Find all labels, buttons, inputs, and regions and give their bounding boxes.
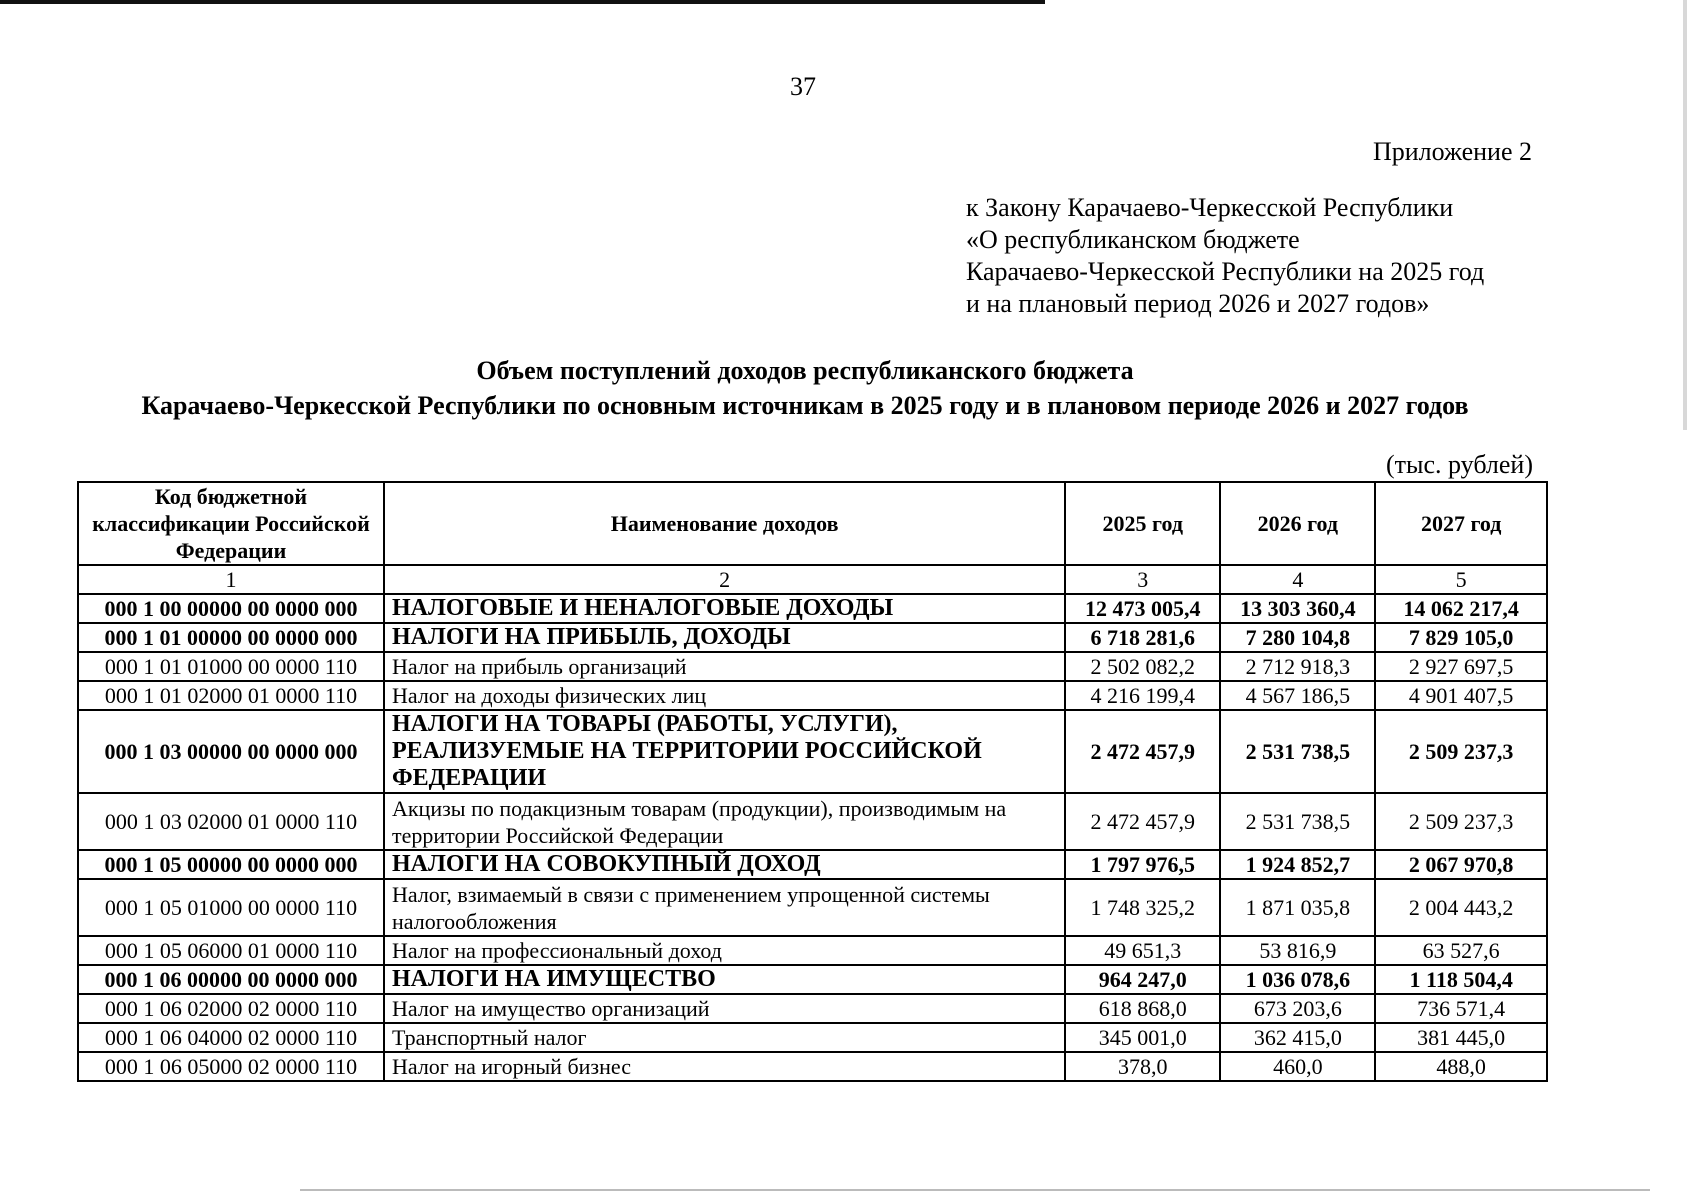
- revenue-name-cell: НАЛОГИ НА ТОВАРЫ (РАБОТЫ, УСЛУГИ), РЕАЛИЗУЕМЫЕ НА ТЕРРИТОРИИ РОССИЙСКОЙ ФЕДЕРАЦИИ: [384, 710, 1065, 793]
- amount-2027-cell: 63 527,6: [1375, 936, 1547, 965]
- table-row: [78, 681, 1547, 710]
- revenue-name-cell: Налог на прибыль организаций: [384, 652, 1065, 681]
- amount-2025-cell: 12 473 005,4: [1065, 594, 1220, 623]
- amount-2026-cell: 2 531 738,5: [1220, 793, 1375, 850]
- amount-2026-cell: 13 303 360,4: [1220, 594, 1375, 623]
- scan-edge-right: [1683, 0, 1687, 430]
- amount-2025-cell: 2 502 082,2: [1065, 652, 1220, 681]
- scan-border-bottom: [300, 1189, 1650, 1191]
- amount-2027-cell: 2 067 970,8: [1375, 850, 1547, 879]
- revenue-name-cell: Транспортный налог: [384, 1023, 1065, 1052]
- table-row: [78, 1023, 1547, 1052]
- amount-2027-cell: 488,0: [1375, 1052, 1547, 1081]
- table-row: [78, 994, 1547, 1023]
- budget-code-cell: 000 1 01 01000 00 0000 110: [78, 652, 384, 681]
- table-row: [78, 936, 1547, 965]
- budget-code-cell: 000 1 05 00000 00 0000 000: [78, 850, 384, 879]
- amount-2026-cell: 1 036 078,6: [1220, 965, 1375, 994]
- amount-2025-cell: 1 797 976,5: [1065, 850, 1220, 879]
- revenue-name-cell: НАЛОГОВЫЕ И НЕНАЛОГОВЫЕ ДОХОДЫ: [384, 594, 1065, 623]
- units-label: (тыс. рублей): [1385, 450, 1533, 479]
- amount-2026-cell: 2 712 918,3: [1220, 652, 1375, 681]
- amount-2026-cell: 2 531 738,5: [1220, 710, 1375, 793]
- header-2027: 2027 год: [1375, 482, 1547, 565]
- amount-2025-cell: 49 651,3: [1065, 936, 1220, 965]
- amount-2025-cell: 1 748 325,2: [1065, 879, 1220, 936]
- table-row: [78, 710, 1547, 793]
- law-reference: [966, 192, 1484, 320]
- budget-code-cell: 000 1 01 00000 00 0000 000: [78, 623, 384, 652]
- amount-2027-cell: 1 118 504,4: [1375, 965, 1547, 994]
- table-row: [78, 594, 1547, 623]
- budget-code-cell: 000 1 06 04000 02 0000 110: [78, 1023, 384, 1052]
- amount-2027-cell: 381 445,0: [1375, 1023, 1547, 1052]
- revenue-name-cell: Налог на профессиональный доход: [384, 936, 1065, 965]
- law-reference-line: и на плановый период 2026 и 2027 годов»: [966, 289, 1430, 318]
- revenue-name-cell: Налог на имущество организаций: [384, 994, 1065, 1023]
- amount-2025-cell: 378,0: [1065, 1052, 1220, 1081]
- header-2025: 2025 год: [1065, 482, 1220, 565]
- table-row: [78, 1052, 1547, 1081]
- column-number-row: [78, 565, 1547, 594]
- amount-2025-cell: 6 718 281,6: [1065, 623, 1220, 652]
- column-number: 3: [1065, 565, 1220, 594]
- amount-2025-cell: 4 216 199,4: [1065, 681, 1220, 710]
- law-reference-line: «О республиканском бюджете: [966, 225, 1300, 254]
- revenue-table: [77, 481, 1548, 1082]
- amount-2026-cell: 362 415,0: [1220, 1023, 1375, 1052]
- budget-code-cell: 000 1 03 00000 00 0000 000: [78, 710, 384, 793]
- document-title: [0, 353, 1610, 423]
- revenue-name-cell: Налог на доходы физических лиц: [384, 681, 1065, 710]
- amount-2026-cell: 460,0: [1220, 1052, 1375, 1081]
- table-row: [78, 652, 1547, 681]
- revenue-name-cell: Налог на игорный бизнес: [384, 1052, 1065, 1081]
- amount-2025-cell: 618 868,0: [1065, 994, 1220, 1023]
- law-reference-line: Карачаево-Черкесской Республики на 2025 год: [966, 257, 1485, 286]
- amount-2025-cell: 2 472 457,9: [1065, 793, 1220, 850]
- budget-code-cell: 000 1 03 02000 01 0000 110: [78, 793, 384, 850]
- amount-2027-cell: 7 829 105,0: [1375, 623, 1547, 652]
- document-title-line: Карачаево-Черкесской Республики по основным источникам в 2025 году и в плановом периоде 2026 и 2027 годов: [141, 391, 1469, 420]
- law-reference-line: к Закону Карачаево-Черкесской Республики: [966, 193, 1454, 222]
- amount-2025-cell: 964 247,0: [1065, 965, 1220, 994]
- amount-2025-cell: 345 001,0: [1065, 1023, 1220, 1052]
- header-2026: 2026 год: [1220, 482, 1375, 565]
- table-row: [78, 879, 1547, 936]
- budget-code-cell: 000 1 06 00000 00 0000 000: [78, 965, 384, 994]
- amount-2025-cell: 2 472 457,9: [1065, 710, 1220, 793]
- column-number: 5: [1375, 565, 1547, 594]
- column-number: 2: [384, 565, 1065, 594]
- budget-code-cell: 000 1 05 06000 01 0000 110: [78, 936, 384, 965]
- amount-2027-cell: 2 927 697,5: [1375, 652, 1547, 681]
- column-number: 4: [1220, 565, 1375, 594]
- revenue-name-cell: НАЛОГИ НА ПРИБЫЛЬ, ДОХОДЫ: [384, 623, 1065, 652]
- amount-2027-cell: 2 004 443,2: [1375, 879, 1547, 936]
- scan-border-top: [0, 0, 1045, 4]
- amount-2026-cell: 7 280 104,8: [1220, 623, 1375, 652]
- amount-2026-cell: 1 924 852,7: [1220, 850, 1375, 879]
- table-row: [78, 850, 1547, 879]
- table-row: [78, 965, 1547, 994]
- amount-2027-cell: 2 509 237,3: [1375, 793, 1547, 850]
- page-number: 37: [790, 72, 816, 101]
- budget-code-cell: 000 1 06 02000 02 0000 110: [78, 994, 384, 1023]
- amount-2027-cell: 14 062 217,4: [1375, 594, 1547, 623]
- amount-2026-cell: 53 816,9: [1220, 936, 1375, 965]
- header-name: Наименование доходов: [384, 482, 1065, 565]
- amount-2026-cell: 673 203,6: [1220, 994, 1375, 1023]
- revenue-name-cell: Налог, взимаемый в связи с применением упрощенной системы налогообложения: [384, 879, 1065, 936]
- amount-2027-cell: 736 571,4: [1375, 994, 1547, 1023]
- amount-2027-cell: 4 901 407,5: [1375, 681, 1547, 710]
- budget-code-cell: 000 1 06 05000 02 0000 110: [78, 1052, 384, 1081]
- table-row: [78, 623, 1547, 652]
- header-code: Код бюджетной классификации Российской Федерации: [78, 482, 384, 565]
- amount-2026-cell: 1 871 035,8: [1220, 879, 1375, 936]
- table-row: [78, 793, 1547, 850]
- column-number: 1: [78, 565, 384, 594]
- budget-code-cell: 000 1 05 01000 00 0000 110: [78, 879, 384, 936]
- revenue-name-cell: НАЛОГИ НА ИМУЩЕСТВО: [384, 965, 1065, 994]
- document-title-line: Объем поступлений доходов республиканского бюджета: [476, 356, 1134, 385]
- revenue-name-cell: Акцизы по подакцизным товарам (продукции), производимым на территории Российской Федерации: [384, 793, 1065, 850]
- amount-2027-cell: 2 509 237,3: [1375, 710, 1547, 793]
- amount-2026-cell: 4 567 186,5: [1220, 681, 1375, 710]
- budget-code-cell: 000 1 00 00000 00 0000 000: [78, 594, 384, 623]
- revenue-name-cell: НАЛОГИ НА СОВОКУПНЫЙ ДОХОД: [384, 850, 1065, 879]
- table-header-row: [78, 482, 1547, 565]
- appendix-label: Приложение 2: [1372, 137, 1532, 166]
- budget-code-cell: 000 1 01 02000 01 0000 110: [78, 681, 384, 710]
